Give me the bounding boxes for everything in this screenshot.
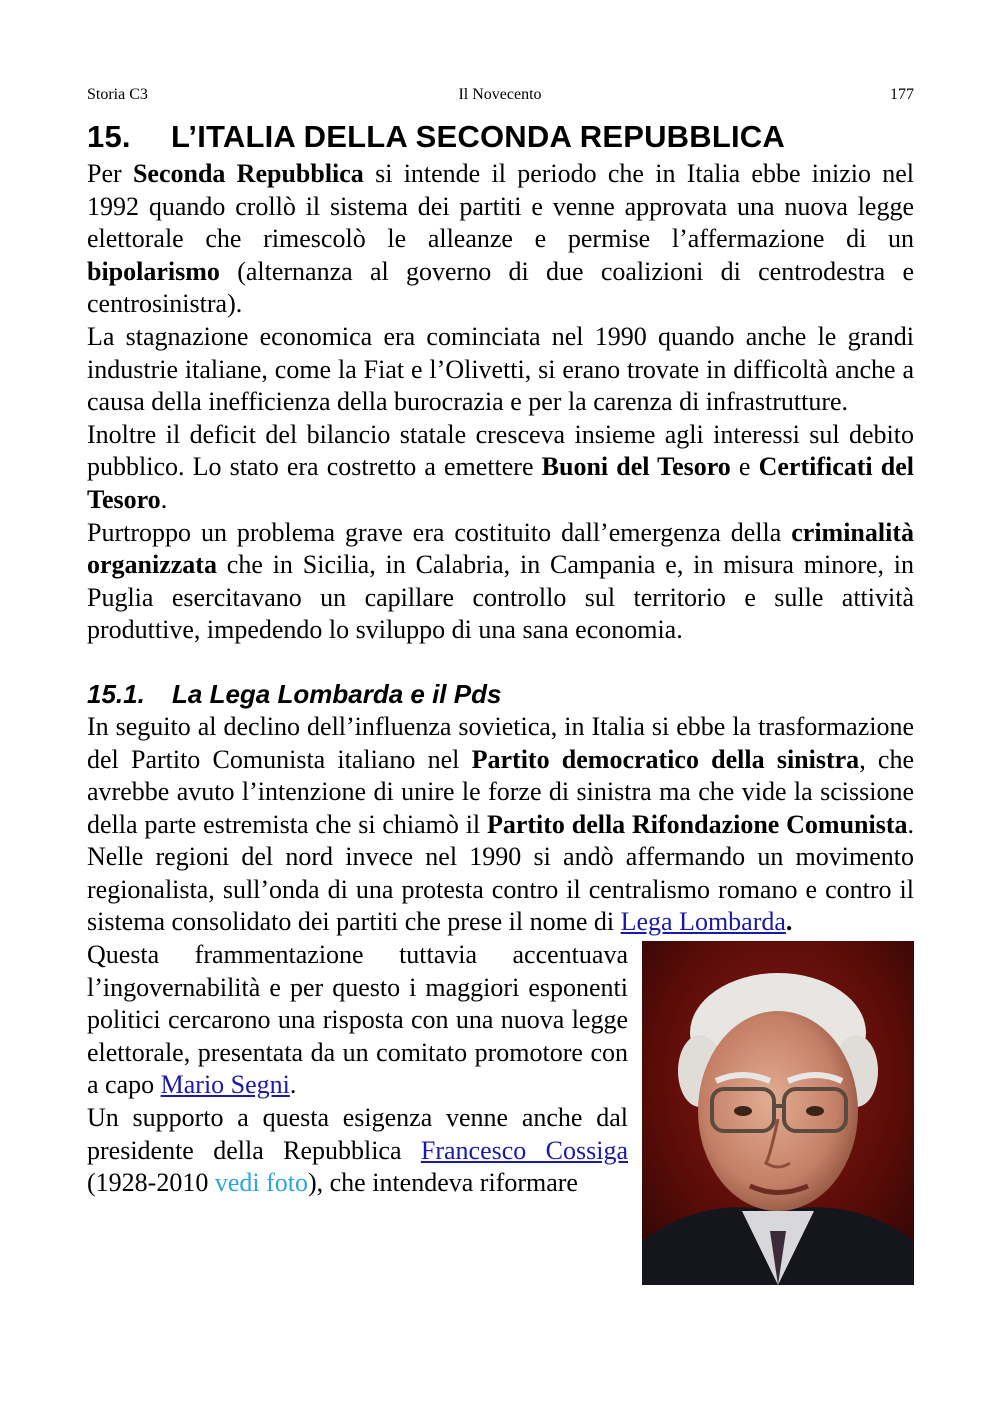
text: (1928-2010	[87, 1168, 215, 1198]
bold-text: Certificati del Tesoro	[87, 452, 914, 514]
vedi-foto-reference: vedi foto	[214, 1168, 308, 1198]
page-number: 177	[890, 86, 914, 103]
text-with-photo	[87, 939, 914, 1200]
paragraph	[87, 419, 914, 517]
text: Per	[87, 159, 133, 188]
paragraph	[87, 517, 914, 647]
link-lega-lombarda[interactable]: Lega Lombarda	[620, 907, 786, 937]
text: .	[289, 1070, 297, 1100]
main-content	[87, 116, 914, 1285]
link-francesco-cossiga[interactable]: Francesco Cossiga	[420, 1135, 628, 1165]
link-mario-segni[interactable]: Mario Segni	[160, 1070, 290, 1100]
bold-text: Buoni del Tesoro	[541, 452, 731, 482]
text: si intende il periodo che in Italia ebbe inizio nel 1992 quando crollò il sistema dei partiti e venne approvata una nuova legge elettorale che rimescolò le alleanze e permise l’affermazione di un	[87, 159, 914, 254]
text: Questa frammentazione tuttavia accentuava l’ingovernabilità e per questo i maggiori esponenti politici cercarono una risposta con una nuova legge elettorale, presentata da un comitato promotore con a capo	[87, 940, 628, 1100]
header-center: Il Novecento	[458, 86, 542, 103]
text: .	[160, 484, 168, 514]
bold-text: Seconda Repubblica	[132, 159, 364, 188]
header-left: Storia C3	[87, 86, 148, 103]
text: e	[730, 452, 759, 482]
text: , che avrebbe avuto l’intenzione di unire le forze di sinistra ma che vide la scissione della parte estremista che si chiamò il	[87, 744, 914, 839]
paragraph: La stagnazione economica era cominciata nel 1990 quando anche le grandi industrie italiane, come la Fiat e l’Olivetti, si erano trovate in difficoltà anche a causa della inefficienza della burocrazia e per la carenza di infrastrutture.	[87, 321, 914, 417]
paragraph	[87, 711, 914, 939]
section-heading	[87, 116, 914, 158]
text: . Nelle regioni del nord invece nel 1990 si andò affermando un movimento regionalista, sull’onda di una protesta contro il centralismo romano e contro il sistema consolidato dei partiti che prese il nome di	[87, 809, 915, 937]
paragraph	[87, 158, 914, 321]
subsection-number: 15.1.	[87, 678, 145, 709]
section-number: 15.	[87, 119, 131, 154]
text: Inoltre il deficit del bilancio statale cresceva insieme agli interessi sul debito pubblico. Lo stato era costretto a emettere	[87, 419, 914, 482]
text: Purtroppo un problema grave era costituito dall’emergenza della	[87, 517, 792, 547]
text: che in Sicilia, in Calabria, in Campania e, in misura minore, in Puglia esercitavano un capillare controllo sul territorio e sulle attività produttive, impedendo lo sviluppo di una sana economia.	[87, 550, 914, 645]
bold-text: criminalità organizzata	[87, 517, 914, 580]
text: (alternanza al governo di due coalizioni di centrodestra e centrosinistra).	[87, 256, 914, 319]
portrait-photo	[642, 941, 914, 1285]
text: ), che intendeva riformare	[307, 1168, 578, 1198]
subsection-title: La Lega Lombarda e il Pds	[172, 678, 502, 709]
bold-text: Partito della Rifondazione Comunista	[486, 809, 908, 839]
bold-text: Partito democratico della sinistra	[471, 744, 860, 774]
subsection-heading	[87, 677, 914, 711]
text: In seguito al declino dell’influenza sovietica, in Italia si ebbe la trasformazione del Partito Comunista italiano nel	[87, 711, 914, 774]
section-title: L’ITALIA DELLA SECONDA REPUBBLICA	[171, 119, 785, 154]
bold-text: bipolarismo	[87, 256, 220, 286]
bold-text: .	[785, 907, 793, 937]
text: Un supporto a questa esigenza venne anche dal presidente della Repubblica	[87, 1103, 628, 1165]
